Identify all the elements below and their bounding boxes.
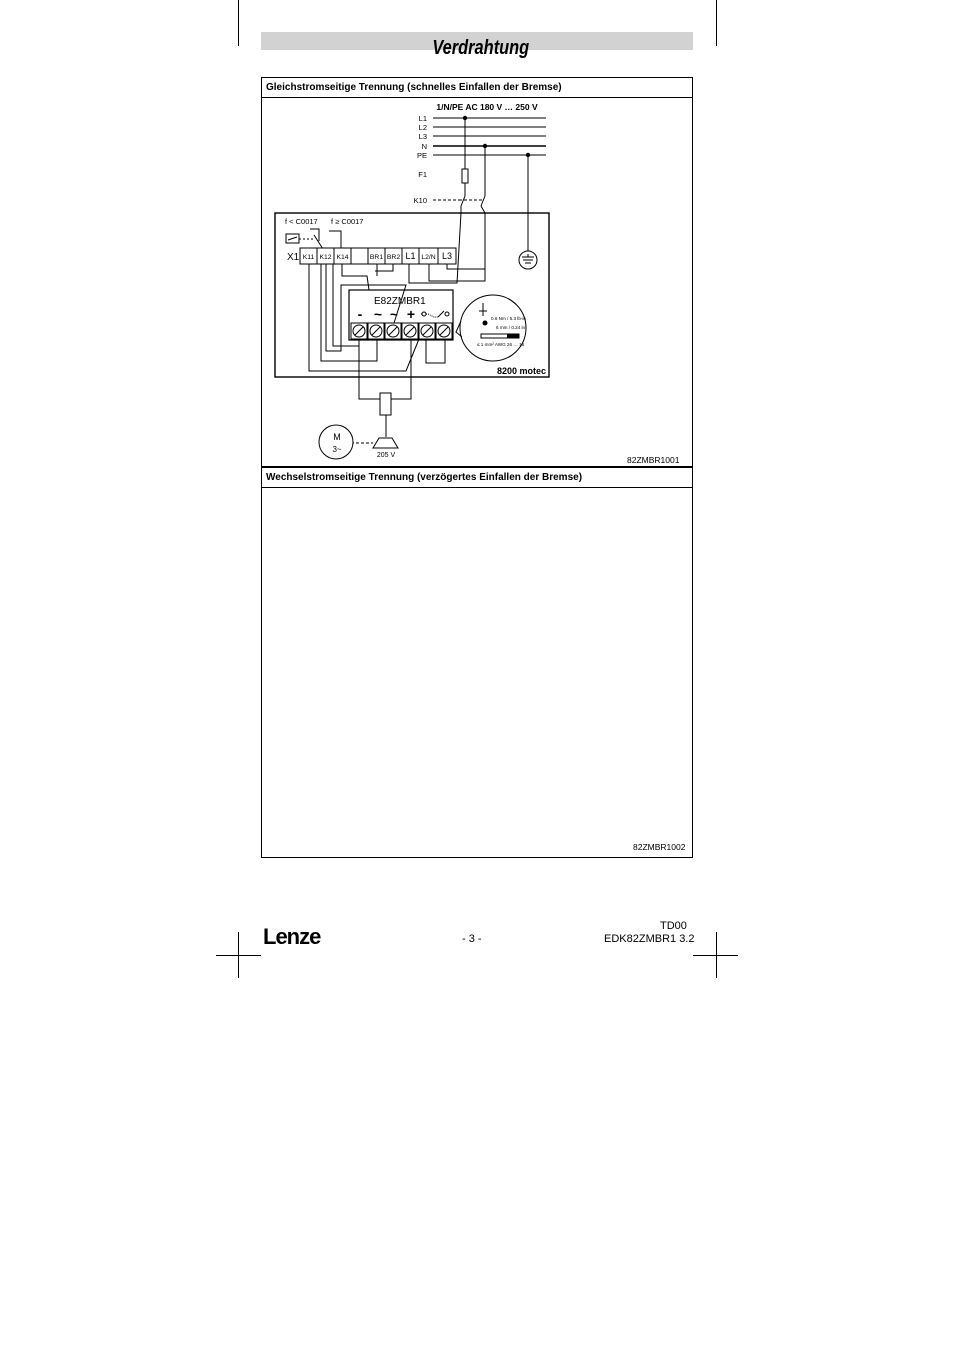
page-number: - 3 - xyxy=(462,933,482,945)
brake-voltage-label: 205 V xyxy=(376,452,396,459)
fuse-symbol xyxy=(462,169,468,183)
line-label: L2 xyxy=(418,123,427,132)
screwdriver-tip xyxy=(483,321,488,326)
strip-length-label: 6 mm / 0.24 in xyxy=(496,325,526,330)
module-symbol: - xyxy=(357,306,363,322)
crop-mark xyxy=(238,0,239,46)
wire xyxy=(409,206,461,283)
terminal-label: L1 xyxy=(405,251,416,261)
terminal-label: L3 xyxy=(441,251,453,261)
wiring-diagram xyxy=(262,487,694,858)
crop-mark xyxy=(693,955,738,956)
terminal-label: BR1 xyxy=(369,254,384,261)
fuse-label: F1 xyxy=(418,170,427,179)
section-1 xyxy=(261,77,693,467)
line-label: L1 xyxy=(418,114,427,123)
wire xyxy=(329,231,341,249)
device-label: 8200 motec xyxy=(496,366,546,376)
terminal-label: K14 xyxy=(336,254,349,261)
terminal-label: BR2 xyxy=(386,254,401,261)
wire xyxy=(481,196,485,206)
section-heading: Gleichstromseitige Trennung (schnelles Einfallen der Bremse) xyxy=(262,78,692,98)
wire xyxy=(447,264,485,269)
terminal xyxy=(351,248,368,264)
brake-symbol xyxy=(373,438,398,448)
motor-label: M xyxy=(333,432,341,442)
crop-mark xyxy=(716,0,717,46)
module-label: E82ZMBR1 xyxy=(374,296,426,307)
section-2 xyxy=(261,467,693,858)
wire-size-label: ≤ 1 mm² AWG 26 … 16 xyxy=(477,342,525,347)
wire xyxy=(375,264,393,271)
line-label: L3 xyxy=(418,132,427,141)
terminal-label: K12 xyxy=(319,254,332,261)
wire-strip-core xyxy=(507,334,519,338)
crop-mark xyxy=(216,955,261,956)
module-symbol: ~ xyxy=(373,306,383,322)
wire xyxy=(461,196,465,206)
motor-phase-label: 3~ xyxy=(332,445,342,454)
freq-high-label: f ≥ C0017 xyxy=(331,217,364,226)
wire xyxy=(389,397,411,399)
switch-contact xyxy=(445,312,449,316)
figure-id: 82ZMBR1002 xyxy=(633,842,686,852)
lenze-logo: Lenze xyxy=(263,924,321,949)
line-label: PE xyxy=(416,151,427,160)
module-symbol: + xyxy=(406,306,416,322)
page-title: Verdrahtung xyxy=(432,37,530,59)
wiring-diagram xyxy=(262,97,694,467)
switch-contact xyxy=(422,312,426,316)
section-heading: Wechselstromseitige Trennung (verzögertes Einfallen der Bremse) xyxy=(262,468,692,488)
doc-code: TD00 xyxy=(660,920,687,932)
torque-label: 0.6 Nm / 5.3 lb-in xyxy=(491,316,526,321)
line-label: N xyxy=(421,142,427,151)
freq-low-label: f < C0017 xyxy=(285,217,318,226)
wire xyxy=(429,206,485,281)
terminal-label: K11 xyxy=(302,254,315,261)
terminal-label: L2/N xyxy=(421,254,436,261)
contactor-label: K10 xyxy=(413,196,427,205)
supply-label: 1/N/PE AC 180 V … 250 V xyxy=(436,102,538,112)
module-symbol: ~ xyxy=(389,306,399,322)
doc-number: EDK82ZMBR1 3.2 xyxy=(604,933,695,945)
figure-id: 82ZMBR1001 xyxy=(627,455,680,465)
brake-coil xyxy=(380,393,391,415)
wire xyxy=(426,339,445,363)
wire xyxy=(342,264,369,290)
terminal-block-label: X1 xyxy=(287,252,300,263)
